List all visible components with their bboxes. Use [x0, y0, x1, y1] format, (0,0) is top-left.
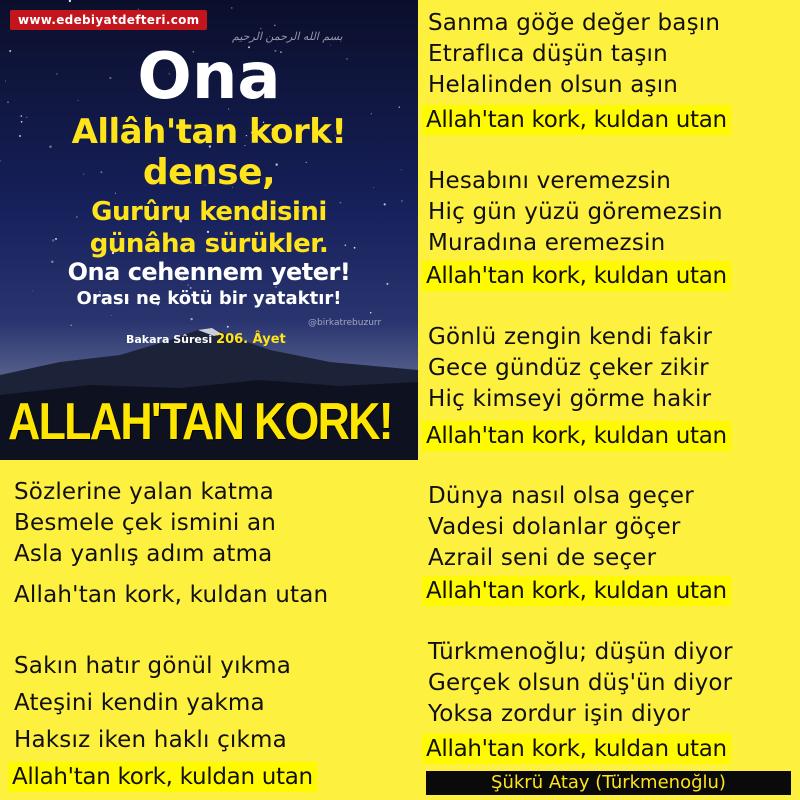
refrain-line: Allah'tan kork, kuldan utan [422, 576, 731, 606]
poem-line: Gerçek olsun düş'ün diyor [428, 670, 733, 696]
poster-line-allahtan-kork: Allâh'tan kork! [71, 112, 347, 152]
poster-image [0, 0, 418, 460]
poem-line: Muradına eremezsin [428, 230, 666, 256]
poem-line: Sakın hatır gönül yıkma [14, 653, 292, 679]
refrain-line: Allah'tan kork, kuldan utan [8, 762, 317, 792]
poster-line-gunaha: günâha sürükler. [89, 229, 329, 259]
poem-line: Gece gündüz çeker zikir [428, 355, 709, 381]
refrain-line: Allah'tan kork, kuldan utan [422, 261, 731, 291]
poem-line: Etraflıca düşün taşın [428, 41, 668, 67]
refrain-line: Allah'tan kork, kuldan utan [422, 105, 731, 135]
poem-line: Hiç gün yüzü göremezsin [428, 199, 723, 225]
refrain-line: Allah'tan kork, kuldan utan [422, 421, 731, 451]
refrain-line: Allah'tan kork, kuldan utan [422, 734, 731, 764]
basmala-text: بسم الله الرحمن الرحيم [232, 30, 343, 43]
poster-line-cehennem: Ona cehennem yeter! [67, 258, 351, 286]
poem-line: Türkmenoğlu; düşün diyor [428, 639, 733, 665]
star [274, 24, 276, 26]
author-signature: Şükrü Atay (Türkmenoğlu) [426, 771, 791, 795]
site-badge: www.edebiyatdefteri.com [10, 10, 207, 30]
poem-line: Vadesi dolanlar göçer [428, 514, 681, 540]
poem-line: Asla yanlış adım atma [14, 541, 273, 567]
poem-line: Gönlü zengin kendi fakir [428, 324, 713, 350]
poster-line-gururu: Gurûru kendisini [91, 197, 327, 227]
poem-line: Allah'tan kork, kuldan utan [14, 582, 329, 608]
poem-line: Dünya nasıl olsa geçer [428, 483, 694, 509]
headline: ALLAH'TAN KORK! [8, 393, 392, 451]
poem-line: Haksız iken haklı çıkma [14, 727, 287, 753]
poem-line: Ateşini kendin yakma [14, 690, 265, 716]
poster-line-dense: dense, [142, 152, 276, 193]
poem-line: Azrail seni de seçer [428, 545, 657, 571]
poem-line: Hiç kimseyi görme hakir [428, 386, 712, 412]
poem-line: Hesabını veremezsin [428, 168, 672, 194]
poem-line: Yoksa zordur işin diyor [428, 701, 691, 727]
verse-reference-number: 206. Âyet [216, 332, 286, 347]
poem-line: Besmele çek ismini an [14, 510, 277, 536]
star [231, 7, 232, 8]
poster-line-yatak: Orası ne kötü bir yataktır! [76, 288, 342, 309]
verse-reference [126, 332, 286, 347]
poem-line: Sözlerine yalan katma [14, 479, 274, 505]
instagram-handle: @birkatrebuzurr [308, 318, 382, 328]
poem-line: Sanma göğe değer başın [428, 10, 721, 36]
poem-line: Helalinden olsun aşın [428, 72, 679, 98]
verse-reference-sura: Bakara Sûresi [126, 333, 213, 346]
poster-line-ona: Ona [137, 40, 281, 114]
star [69, 0, 71, 2]
